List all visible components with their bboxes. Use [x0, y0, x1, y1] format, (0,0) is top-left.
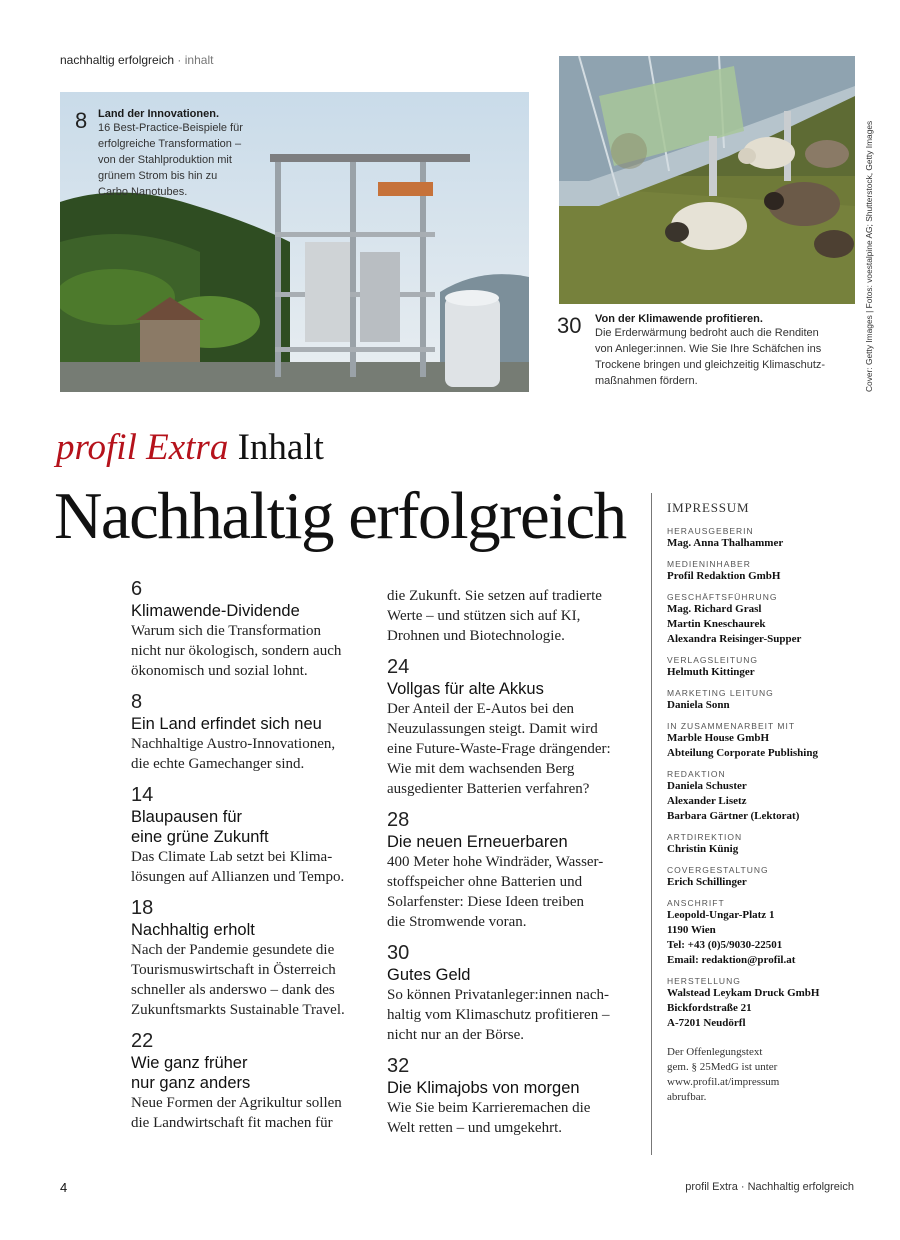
- impressum-value: Alexandra Reisinger-Supper: [667, 633, 802, 645]
- photo1-caption-line: von der Stahlproduktion mit: [98, 154, 232, 166]
- toc-entry-desc: ökonomisch und sozial lohnt.: [131, 663, 308, 679]
- toc-entry-desc: nicht nur ökologisch, sondern auch: [131, 643, 342, 659]
- photo2-caption-line: Trockene bringen und gleichzeitig Klimaschutz-: [595, 359, 826, 371]
- toc-entry-desc: Wie mit dem wachsenden Berg: [387, 761, 575, 777]
- toc-entry-number: 24: [387, 656, 410, 678]
- toc-entry-desc: Neue Formen der Agrikultur sollen: [131, 1095, 342, 1111]
- toc-entry-desc: Warum sich die Transformation: [131, 623, 322, 639]
- toc-entry-desc: 400 Meter hohe Windräder, Wasser-: [387, 854, 604, 870]
- impressum-value: Mag. Richard Grasl: [667, 603, 762, 615]
- toc-entry-number: 28: [387, 809, 410, 831]
- photo2-caption-line: maßnahmen fördern.: [595, 375, 698, 387]
- toc-entry-desc: die echte Gamechanger sind.: [131, 756, 305, 772]
- impressum-note-line: Der Offenlegungstext: [667, 1046, 763, 1058]
- toc-entry[interactable]: [131, 691, 371, 774]
- impressum-value: Erich Schillinger: [667, 876, 747, 888]
- sheep-solar-image: [559, 56, 855, 304]
- photo1-caption: [98, 108, 288, 200]
- impressum-heading: IMPRESSUM: [667, 500, 750, 515]
- impressum-value: Profil Redaktion GmbH: [667, 570, 781, 582]
- toc-entry-desc: Nach der Pandemie gesundete die: [131, 942, 335, 958]
- impressum-block: [667, 688, 867, 713]
- toc-entry-desc: Nachhaltige Austro-Innovationen,: [131, 736, 336, 752]
- impressum-value: Daniela Sonn: [667, 699, 730, 711]
- toc-entry-desc: nicht nur an der Börse.: [387, 1027, 525, 1043]
- photo-credit-text: Cover: Getty Images | Fotos: voestalpine AG; Shutterstock, Getty Images: [864, 120, 874, 392]
- photo1-caption-number: 8: [75, 108, 88, 133]
- impressum-label: IN ZUSAMMENARBEIT MIT: [667, 721, 796, 731]
- kicker-word: Inhalt: [237, 427, 324, 468]
- impressum-value: Mag. Anna Thalhammer: [667, 537, 784, 549]
- running-head: [60, 53, 213, 67]
- photo2-caption: [595, 313, 855, 389]
- impressum-label: ARTDIREKTION: [667, 832, 743, 842]
- toc-entry-title: Die Klimajobs von morgen: [387, 1079, 580, 1097]
- toc-entry-title: Gutes Geld: [387, 966, 471, 984]
- impressum-label: HERSTELLUNG: [667, 976, 741, 986]
- toc-entry-desc: Welt retten – und umgekehrt.: [387, 1120, 562, 1136]
- toc-entry-desc: eine Future-Waste-Frage drängender:: [387, 741, 611, 757]
- impressum-value: A-7201 Neudörfl: [667, 1017, 746, 1029]
- photo2-caption-line: von Anleger:innen. Wie Sie Ihre Schäfchen ins: [595, 343, 822, 355]
- toc-entry-number: 30: [387, 942, 410, 964]
- toc-continuation-line: Drohnen und Biotechnologie.: [387, 628, 565, 644]
- toc-left-column: [131, 578, 371, 1133]
- impressum-value: Christin Künig: [667, 843, 739, 855]
- impressum-label: ANSCHRIFT: [667, 898, 725, 908]
- toc-entry-desc: haltig vom Klimaschutz profitieren –: [387, 1007, 610, 1023]
- impressum-block: [667, 769, 867, 824]
- impressum-value: 1190 Wien: [667, 924, 716, 936]
- photo2-caption-title: Von der Klimawende profitieren.: [595, 313, 763, 325]
- toc-entry[interactable]: [131, 1030, 371, 1133]
- impressum-label: COVERGESTALTUNG: [667, 865, 769, 875]
- toc-entry-number: 14: [131, 784, 154, 806]
- toc-entry-title: Die neuen Erneuerbaren: [387, 833, 568, 851]
- toc-entry-desc: Tourismuswirtschaft in Österreich: [131, 962, 336, 978]
- photo1-caption-line: 16 Best-Practice-Beispiele für: [98, 122, 243, 134]
- impressum-value: Alexander Lisetz: [667, 795, 747, 807]
- toc-entry-title: Wie ganz früher: [131, 1054, 248, 1072]
- impressum-block: [667, 898, 867, 968]
- toc-entry-number: 6: [131, 578, 143, 600]
- toc-entry-desc: lösungen auf Allianzen und Tempo.: [131, 869, 345, 885]
- toc-entry-desc: Der Anteil der E-Autos bei den: [387, 701, 575, 717]
- toc-entry-desc: stoffspeicher ohne Batterien und: [387, 874, 583, 890]
- toc-entry-desc: Das Climate Lab setzt bei Klima-: [131, 849, 333, 865]
- impressum-label: MARKETING LEITUNG: [667, 688, 774, 698]
- photo1-caption-line: grünem Strom bis hin zu: [98, 170, 218, 182]
- kicker: [56, 426, 324, 469]
- toc-entry-title: Ein Land erfindet sich neu: [131, 715, 322, 733]
- impressum-note-line: gem. § 25MedG ist unter: [667, 1061, 778, 1073]
- toc-entry-desc: die Stromwende voran.: [387, 914, 527, 930]
- photo-industrial-plant: [60, 92, 529, 392]
- impressum-block: [667, 655, 867, 680]
- photo2-caption-number: 30: [557, 313, 582, 338]
- toc-continuation-line: Werte – und stützen sich auf KI,: [387, 608, 581, 624]
- photo1-caption-line: Carbo Nanotubes.: [98, 186, 188, 198]
- impressum-value: Daniela Schuster: [667, 780, 747, 792]
- toc-entry-desc: ausgedienter Batterien verfahren?: [387, 781, 590, 797]
- impressum-block: [667, 976, 867, 1031]
- toc-entry-desc: Solarfenster: Diese Ideen treiben: [387, 894, 584, 910]
- toc-entry[interactable]: [131, 784, 371, 887]
- impressum-block: [667, 832, 867, 857]
- photo-sheep-solar-panels: [559, 56, 855, 304]
- impressum-label: MEDIENINHABER: [667, 559, 751, 569]
- photo1-caption-title: Land der Innovationen.: [98, 108, 220, 120]
- impressum-value: Helmuth Kittinger: [667, 666, 755, 678]
- toc-right-column: [387, 586, 637, 1138]
- impressum-note-line: abrufbar.: [667, 1091, 707, 1103]
- toc-entry-number: 18: [131, 897, 154, 919]
- toc-entry[interactable]: [387, 656, 637, 799]
- impressum-value: Bickfordstraße 21: [667, 1002, 752, 1014]
- impressum-value: Abteilung Corporate Publishing: [667, 747, 818, 759]
- impressum-value: Leopold-Ungar-Platz 1: [667, 909, 775, 921]
- impressum-value: Marble House GmbH: [667, 732, 770, 744]
- page-number: 4: [60, 1180, 68, 1195]
- photo-credit: [864, 116, 876, 392]
- impressum-label: GESCHÄFTSFÜHRUNG: [667, 592, 778, 602]
- impressum-value: Tel: +43 (0)5/9030-22501: [667, 939, 783, 951]
- toc-entry-desc: So können Privatanleger:innen nach-: [387, 987, 610, 1003]
- toc-entry-desc: Zukunftsmarkts Sustainable Travel.: [131, 1002, 345, 1018]
- impressum-block: [667, 526, 867, 551]
- toc-continuation-line: die Zukunft. Sie setzen auf tradierte: [387, 588, 602, 604]
- toc-entry-title: nur ganz anders: [131, 1074, 251, 1092]
- impressum-divider: [651, 493, 652, 1155]
- kicker-brand: profil Extra: [56, 427, 229, 468]
- footer-running-title: profil Extra · Nachhaltig erfolgreich: [685, 1181, 854, 1193]
- toc-entry-number: 8: [131, 691, 143, 713]
- impressum-block: [667, 559, 867, 584]
- toc-entry-title: Vollgas für alte Akkus: [387, 680, 544, 698]
- running-head-section: nachhaltig erfolgreich: [60, 53, 175, 67]
- toc-entry-number: 32: [387, 1055, 410, 1077]
- toc-entry[interactable]: [387, 1055, 637, 1138]
- impressum-block: [667, 865, 867, 890]
- photo2-caption-line: Die Erderwärmung bedroht auch die Renditen: [595, 327, 819, 339]
- toc-entry-title: eine grüne Zukunft: [131, 828, 269, 846]
- impressum-block: [667, 721, 867, 761]
- toc-entry-desc: die Landwirtschaft fit machen für: [131, 1115, 333, 1131]
- impressum-value: Walstead Leykam Druck GmbH: [667, 987, 820, 999]
- impressum-value: Barbara Gärtner (Lektorat): [667, 810, 800, 822]
- impressum-email[interactable]: Email: redaktion@profil.at: [667, 954, 796, 966]
- toc-entry-desc: Wie Sie beim Karrieremachen die: [387, 1100, 591, 1116]
- toc-entry[interactable]: [131, 578, 371, 681]
- running-head-separator: ·: [174, 53, 185, 67]
- toc-entry[interactable]: [387, 809, 637, 932]
- toc-entry[interactable]: [131, 897, 371, 1020]
- impressum-list: [667, 526, 867, 1105]
- impressum-label: VERLAGSLEITUNG: [667, 655, 758, 665]
- toc-entry-number: 22: [131, 1030, 154, 1052]
- toc-entry-title: Klimawende-Dividende: [131, 602, 300, 620]
- toc-entry[interactable]: [387, 942, 637, 1045]
- impressum-label: HERAUSGEBERIN: [667, 526, 754, 536]
- toc-continuation: [387, 586, 637, 646]
- impressum-value: Martin Kneschaurek: [667, 618, 766, 630]
- toc-entry-title: Blaupausen für: [131, 808, 242, 826]
- toc-entry-title: Nachhaltig erholt: [131, 921, 255, 939]
- impressum-note: [667, 1045, 867, 1105]
- page-title: Nachhaltig erfolgreich: [54, 479, 626, 553]
- photo1-caption-line: erfolgreiche Transformation –: [98, 138, 242, 150]
- impressum-label: REDAKTION: [667, 769, 726, 779]
- impressum-note-link[interactable]: www.profil.at/impressum: [667, 1076, 780, 1088]
- running-head-sub: inhalt: [184, 53, 214, 67]
- toc-entry-desc: schneller als anderswo – dank des: [131, 982, 335, 998]
- toc-entry-desc: Neuzulassungen steigt. Damit wird: [387, 721, 598, 737]
- impressum-block: [667, 592, 867, 647]
